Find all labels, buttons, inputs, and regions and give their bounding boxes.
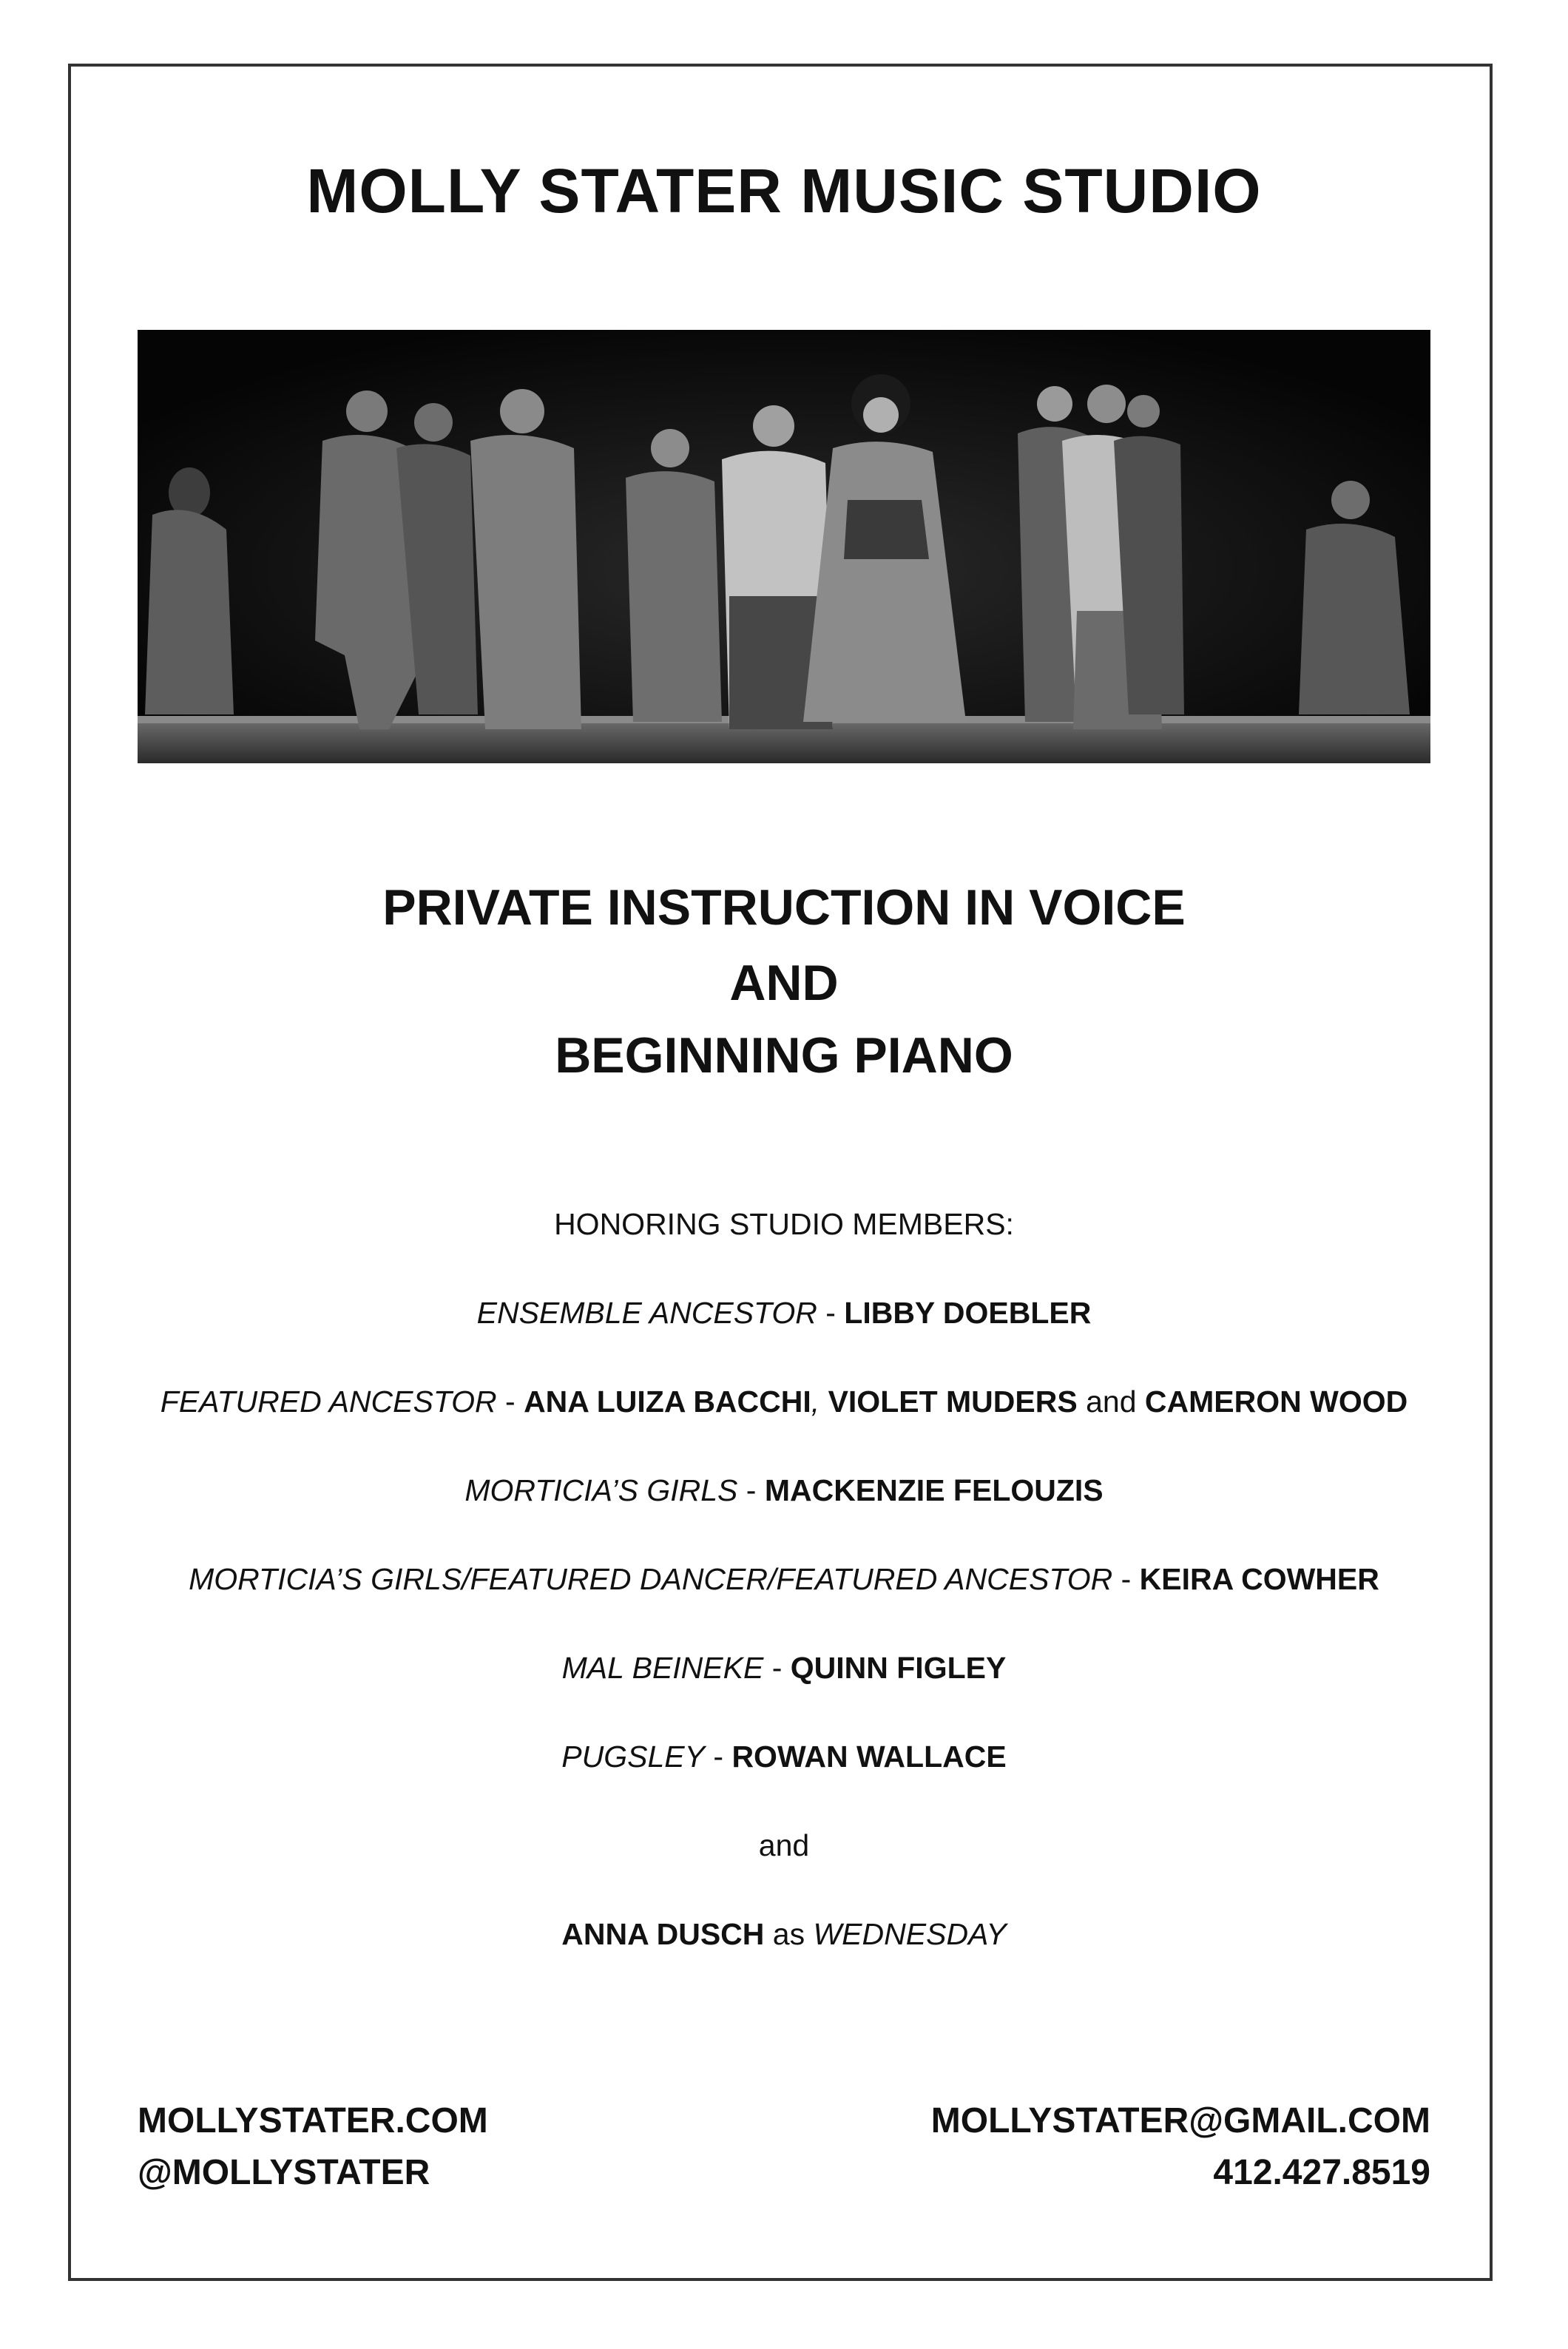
honor-separator: - xyxy=(705,1740,732,1774)
honor-role: FEATURED ANCESTOR xyxy=(160,1385,497,1419)
honor-name: ANA LUIZA BACCHI xyxy=(524,1385,811,1419)
honors-and-line: and xyxy=(758,1828,810,1862)
honor-as: as xyxy=(764,1917,814,1951)
honor-entry xyxy=(0,1385,1568,1419)
honor-separator: - xyxy=(817,1296,845,1330)
honor-name: MACKENZIE FELOUZIS xyxy=(764,1473,1104,1507)
honor-entry xyxy=(0,1296,1568,1331)
honor-entry xyxy=(0,1473,1568,1508)
honor-name: ANNA DUSCH xyxy=(561,1917,765,1951)
social-handle[interactable]: @MOLLYSTATER xyxy=(138,2153,430,2192)
studio-title: MOLLY STATER MUSIC STUDIO xyxy=(306,156,1262,226)
honor-separator: - xyxy=(763,1651,791,1685)
honor-name: CAMERON WOOD xyxy=(1144,1385,1408,1419)
honor-entry xyxy=(0,1562,1568,1597)
offer-line-3: BEGINNING PIANO xyxy=(555,1027,1013,1084)
honor-separator: - xyxy=(1112,1562,1140,1596)
honor-comma: , xyxy=(811,1385,828,1419)
honor-role: WEDNESDAY xyxy=(813,1917,1007,1951)
honor-name: ROWAN WALLACE xyxy=(731,1740,1007,1774)
honor-final-entry xyxy=(0,1917,1568,1952)
email-link[interactable]: MOLLYSTATER@GMAIL.COM xyxy=(930,2101,1430,2140)
website-link[interactable]: MOLLYSTATER.COM xyxy=(138,2101,488,2140)
honor-and: and xyxy=(1077,1385,1145,1419)
honor-role: MORTICIA’S GIRLS/FEATURED DANCER/FEATURED ANCESTOR xyxy=(189,1562,1113,1596)
honors-heading: HONORING STUDIO MEMBERS: xyxy=(554,1207,1014,1241)
honor-name: LIBBY DOEBLER xyxy=(844,1296,1092,1330)
honor-separator: - xyxy=(496,1385,524,1419)
honor-role: MAL BEINEKE xyxy=(561,1651,764,1685)
honor-role: PUGSLEY xyxy=(561,1740,705,1774)
honor-name: VIOLET MUDERS xyxy=(828,1385,1078,1419)
honor-separator: - xyxy=(737,1473,765,1507)
offer-line-1: PRIVATE INSTRUCTION IN VOICE xyxy=(382,879,1186,936)
phone-number[interactable]: 412.427.8519 xyxy=(1213,2153,1430,2192)
honor-entry xyxy=(0,1740,1568,1774)
offer-line-2: AND xyxy=(729,955,839,1011)
honor-name: KEIRA COWHER xyxy=(1139,1562,1379,1596)
honor-role: MORTICIA’S GIRLS xyxy=(464,1473,738,1507)
stage-photo-illustration xyxy=(138,330,1430,763)
honor-entry xyxy=(0,1651,1568,1686)
honor-role: ENSEMBLE ANCESTOR xyxy=(476,1296,817,1330)
honor-name: QUINN FIGLEY xyxy=(790,1651,1007,1685)
stage-photo xyxy=(138,330,1430,763)
